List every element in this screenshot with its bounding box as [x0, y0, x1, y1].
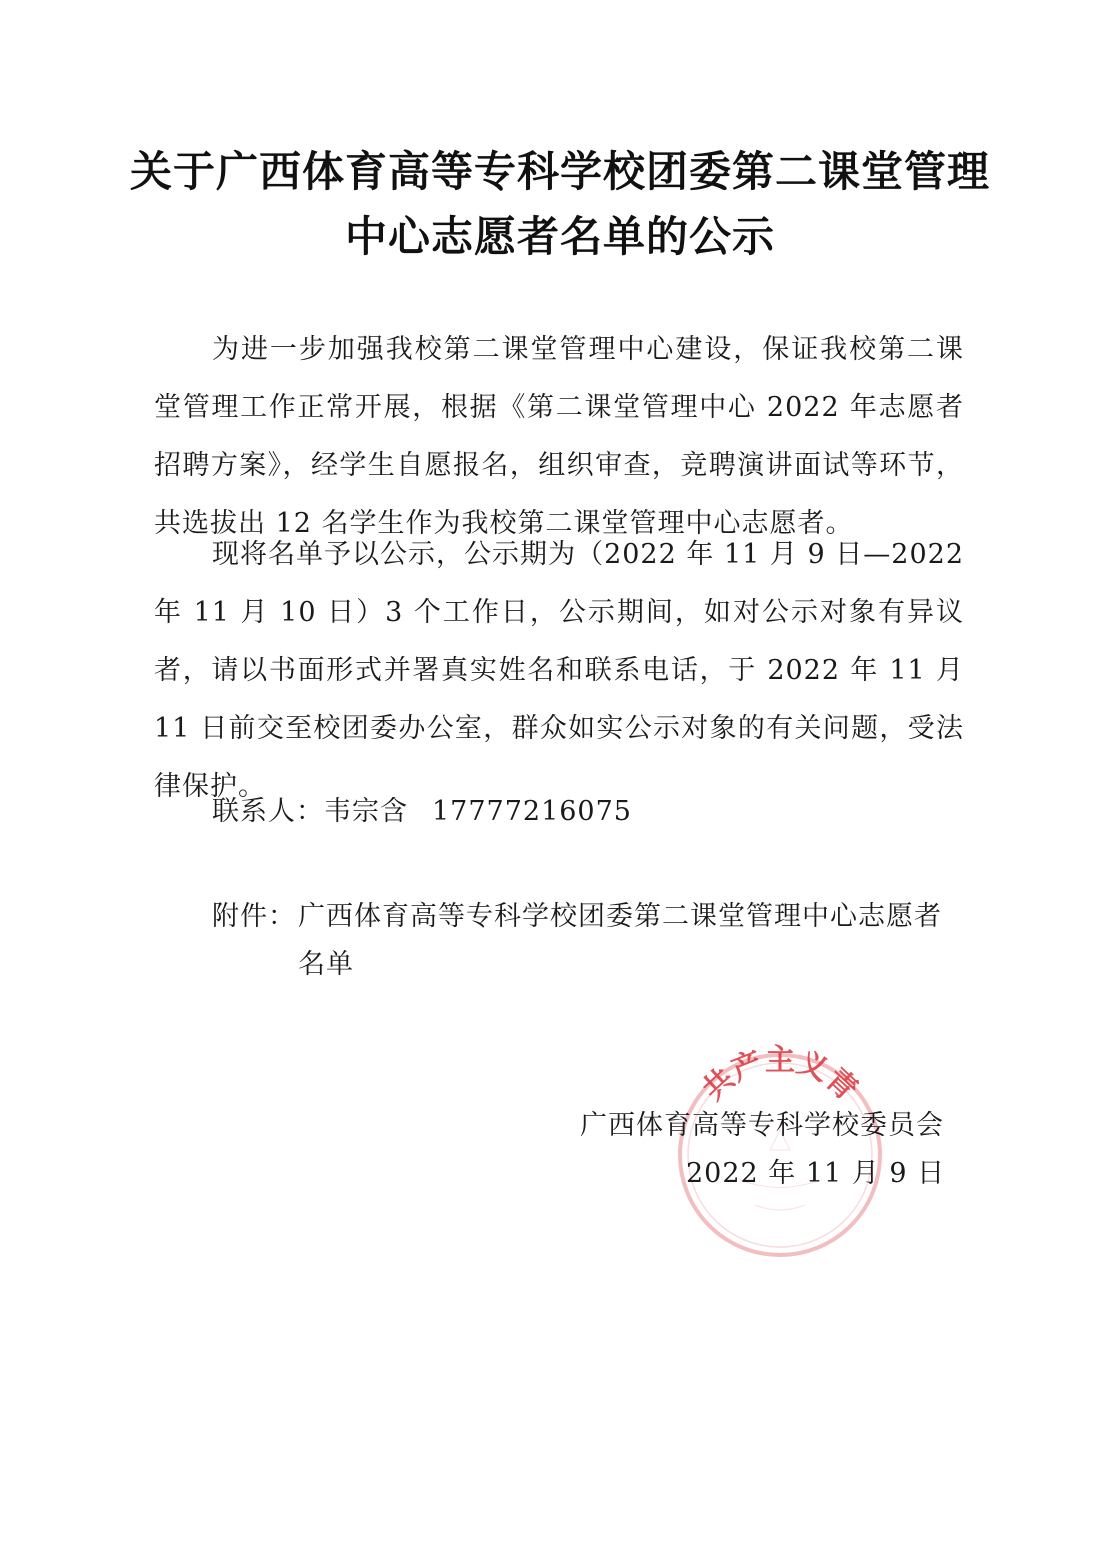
seal-text-path: 共产主义青 — [696, 1043, 864, 1108]
document-title-line-2: 中心志愿者名单的公示 — [344, 212, 775, 261]
contact-phone: 17777216075 — [432, 796, 632, 827]
signing-date: 2022 年 11 月 9 日 — [686, 1158, 946, 1189]
seal-text — [696, 1043, 864, 1108]
body-paragraph-1: 为进一步加强我校第二课堂管理中心建设，保证我校第二课堂管理工作正常开展，根据《第二课堂管理中心 2022 年志愿者招聘方案》，经学生自愿报名，组织审查，竞聘演讲面试等环节，共选拔出 12 名学生作为我校第二课堂管理中心志愿者。 — [154, 334, 964, 539]
document-title-line-1: 关于广西体育高等专科学校团委第二课堂管理 — [129, 147, 990, 196]
contact-name: 韦宗含 — [324, 796, 408, 827]
contact-line — [212, 788, 632, 836]
attachment-label: 附件： — [212, 901, 296, 932]
body-paragraph-2: 现将名单予以公示，公示期为（2022 年 11 月 9 日—2022 年 11 月 10 日）3 个工作日，公示期间，如对公示对象有异议者，请以书面形式并署真实姓名和联系电话，于 2022 年 11 月 11 日前交至校团委办公室，群众如实公示对象的有关问题，受法律保护。 — [154, 539, 964, 802]
signing-organization: 广西体育高等专科学校委员会 — [580, 1110, 944, 1141]
attachment-text: 广西体育高等专科学校团委第二课堂管理中心志愿者名单 — [298, 901, 942, 980]
contact-label: 联系人： — [212, 796, 324, 827]
